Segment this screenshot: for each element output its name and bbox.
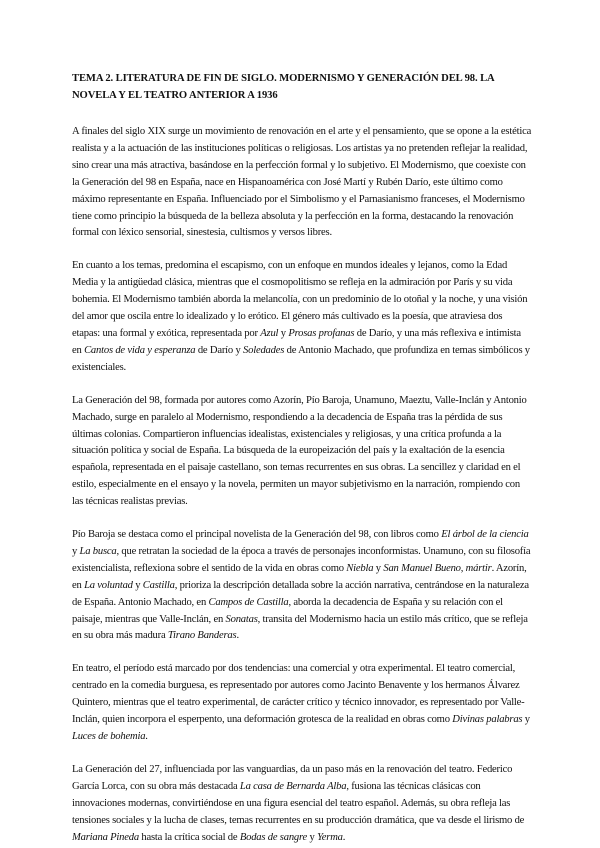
text-run: hasta la crítica social de [138, 831, 240, 843]
work-title: Prosas profanas [288, 327, 355, 339]
text-run: La Generación del 27, influenciada por las vanguardias, da un paso más en la renovación del teatro. Federico García Lorca, con su obra más destacada [72, 763, 513, 792]
work-title: Castilla [142, 579, 175, 591]
page-title: TEMA 2. LITERATURA DE FIN DE SIGLO. MODERNISMO Y GENERACIÓN DEL 98. LA NOVELA Y EL TEATRO ANTERIOR A 1936 [72, 73, 495, 101]
work-title: Cantos de vida y esperanza [84, 344, 196, 356]
document-body [72, 124, 532, 846]
paragraph-4 [72, 527, 532, 645]
work-title: La busca [79, 545, 117, 557]
work-title: Sonatas [225, 613, 258, 625]
text-run: . Azorín, en [72, 562, 527, 591]
paragraph-5 [72, 661, 532, 746]
text-run: A finales del siglo XIX surge un movimiento de renovación en el arte y el pensamiento, que se opone a la estética realista y a la actuación de las instituciones políticas o religiosas. Los artistas ya no pretenden reflejar la realidad, sino crear una más atractiva, basándose en la perfección formal y lo subjetivo. El Modernismo, que coexiste con la Generación del 98 en España, nace en Hispanoamérica con José Martí y Rubén Darío, este último como máximo representante en España. Influenciado por el Simbolismo y el Parnasianismo franceses, el Modernismo tiene como principio la búsqueda de la belleza absoluta y la perfección en la forma, destacando la renovación formal con léxico sensorial, sinestesia, cultismos y versos libres. [72, 126, 532, 239]
work-title: Azul [260, 327, 279, 339]
text-run: y [373, 562, 384, 574]
paragraph-3 [72, 393, 532, 511]
text-run: , prioriza la descripción detallada sobre la acción narrativa, centrándose en la naturaleza de España. Antonio Machado, en [72, 579, 529, 608]
text-run: de Darío y [195, 344, 244, 356]
paragraph-6 [72, 762, 532, 847]
text-run: y [307, 831, 318, 843]
work-title: San Manuel Bueno, mártir [383, 562, 492, 574]
text-run: , aborda la decadencia de España y su relación con el paisaje, mientras que Valle-Inclán, en [72, 596, 503, 625]
work-title: Bodas de sangre [239, 831, 308, 843]
work-title: El árbol de la ciencia [441, 529, 529, 541]
text-run: , transita del Modernismo hacia un estilo más crítico, que se refleja en su obra más madura [72, 613, 528, 642]
work-title: Divinas palabras [452, 714, 523, 726]
work-title: La voluntad [84, 579, 133, 591]
work-title: Luces de bohemia [72, 731, 146, 742]
text-run: y [132, 579, 143, 591]
text-run: . [236, 630, 239, 642]
text-run: En teatro, el período está marcado por dos tendencias: una comercial y otra experimental. El teatro comercial, centrado en la comedia burguesa, es representado por autores como Jacinto Benavente y los hermanos Álvarez Quintero, mientras que el teatro experimental, de carácter crítico y técnico innovador, es representado por Valle-Inclán, quien incorpora el esperpento, una deformación grotesca de la realidad en obras como [72, 663, 525, 726]
paragraph-1 [72, 124, 532, 242]
work-title: Soledades [243, 344, 285, 356]
text-run: La Generación del 98, formada por autores como Azorín, Pío Baroja, Unamuno, Maeztu, Valle-Inclán y Antonio Machado, surge en paralelo al Modernismo, respondiendo a la decadencia de España tras la pérdida de sus últimas colonias. Compartieron influencias idealistas, existenciales y religiosas, y una crítica profunda a la situación política y social de España. La búsqueda de la europeización del país y la exaltación de la esencia española, representada en el paisaje castellano, son temas recurrentes en sus obras. La sencillez y claridad en el estilo, especialmente en el ensayo y la novela, permiten un mayor subjetivismo en la narración, rompiendo con las técnicas realistas previas. [72, 394, 527, 508]
text-run: de Darío, y una más reflexiva e intimista en [72, 327, 521, 356]
text-run: En cuanto a los temas, predomina el escapismo, con un enfoque en mundos ideales y lejanos, como la Edad Media y la antigüedad clásica, mientras que el cosmopolitismo se refleja en la admiración por París y su vida bohemia. El Modernismo también aborda la melancolía, con un predominio de lo otoñal y la noche, y una visión del amor que oscila entre lo idealizado y lo erótico. El género más cultivado es la poesía, que atraviesa dos etapas: una formal y exótica, representada por [72, 260, 528, 339]
work-title: Tirano Banderas [167, 630, 237, 642]
text-run: y [72, 545, 80, 557]
text-run: . [342, 831, 346, 843]
work-title: La casa de Bernarda Alba [239, 780, 347, 792]
work-title: Yerma [317, 831, 343, 843]
text-run: . [145, 731, 148, 742]
work-title: Niebla [346, 562, 374, 574]
text-run: , fusiona las técnicas clásicas con innovaciones modernas, convirtiéndose en una figura esencial del teatro español. Además, su obra refleja las tensiones sociales y la lucha de clases, temas recurrentes en su producción dramática, que va desde el lirismo de [72, 780, 525, 826]
text-run: de Antonio Machado, que profundiza en temas simbólicos y existenciales. [72, 344, 530, 373]
work-title: Mariana Pineda [72, 831, 139, 843]
text-run: y [278, 327, 289, 339]
text-run: Pío Baroja se destaca como el principal novelista de la Generación del 98, con libros como [72, 529, 442, 541]
text-run: , que retratan la sociedad de la época a través de personajes inconformistas. Unamuno, con su filosofía existencialista, reflexiona sobre el sentido de la vida en obras como [72, 545, 531, 574]
text-run: y [522, 714, 530, 726]
paragraph-2 [72, 258, 532, 376]
work-title: Campos de Castilla [208, 596, 289, 608]
